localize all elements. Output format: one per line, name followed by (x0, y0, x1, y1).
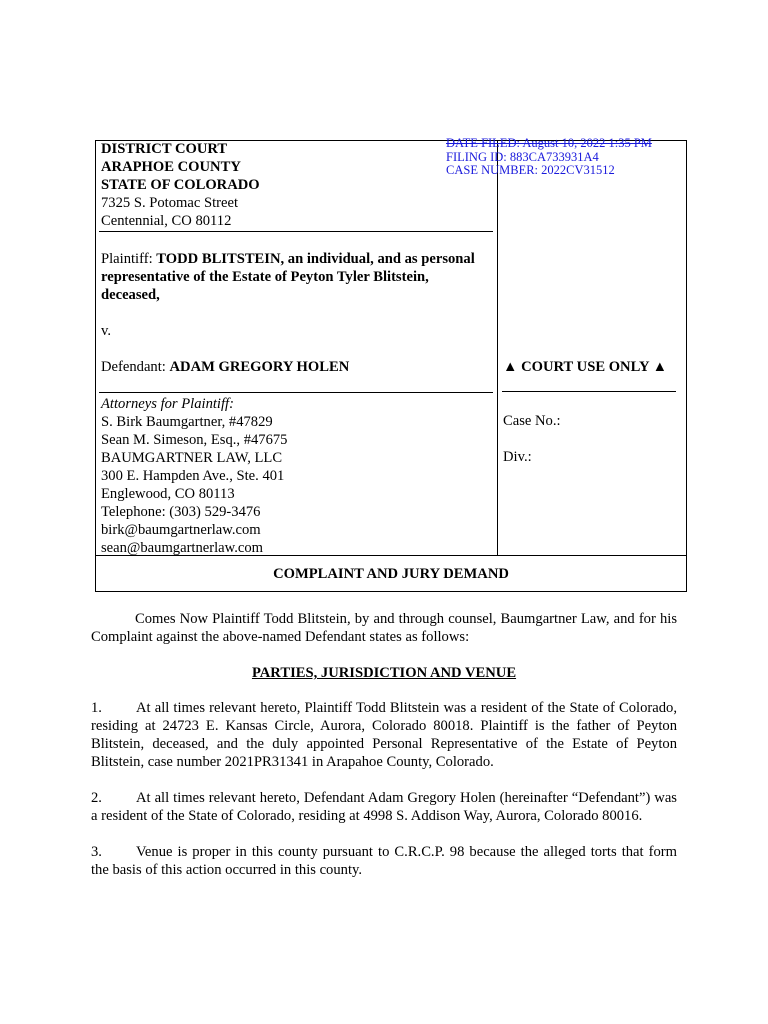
firm-street: 300 E. Hampden Ave., Ste. 401 (101, 468, 285, 484)
stamp-filing-id: FILING ID: 883CA733931A4 (446, 149, 599, 164)
versus: v. (101, 323, 111, 339)
plaintiff-line-2: representative of the Estate of Peyton Tyler Blitstein, (101, 269, 429, 285)
paragraph-3 (91, 843, 677, 879)
caption-border-right (686, 140, 687, 592)
div-label: Div.: (503, 449, 532, 465)
defendant-name: ADAM GREGORY HOLEN (169, 359, 350, 375)
paragraph-number: 1. (91, 700, 102, 716)
paragraph-1 (91, 699, 677, 771)
defendant-label: Defendant: (101, 359, 166, 375)
parties-block-divider (99, 392, 493, 393)
section-heading: PARTIES, JURISDICTION AND VENUE (251, 665, 517, 681)
plaintiff-line-3: deceased, (101, 287, 160, 303)
email-birk[interactable]: birk@baumgartnerlaw.com (101, 522, 261, 538)
case-no-label: Case No.: (503, 413, 561, 429)
document-title: COMPLAINT AND JURY DEMAND (273, 566, 509, 582)
firm-name: BAUMGARTNER LAW, LLC (101, 450, 283, 466)
intro-text: Comes Now Plaintiff Todd Blitstein, by and through counsel, Baumgartner Law, and for his Complaint against the above-named Defendant states as follows: (91, 611, 677, 645)
caption-border-bottom (95, 591, 687, 592)
court-block-divider (99, 231, 493, 232)
defendant-line (101, 358, 475, 376)
court-use-block (503, 358, 667, 466)
caption-border-left (95, 140, 96, 592)
court-name: DISTRICT COURT (101, 141, 228, 157)
parties-block (101, 250, 475, 376)
paragraph-text: At all times relevant hereto, Plaintiff Todd Blitstein was a resident of the State of Colorado, residing at 24723 E. Kansas Circle, Aurora, Colorado 80018. Plaintiff is the father of Peyton Blitstein, deceased, and the duly appointed Personal Representative of the Estate of Peyton Blitstein, case number 2021PR31341 in Arapahoe County, Colorado. (91, 700, 677, 770)
paragraph-number: 3. (91, 844, 102, 860)
court-state: STATE OF COLORADO (101, 177, 260, 193)
plaintiff-label: Plaintiff: (101, 251, 153, 267)
plaintiff-name: TODD BLITSTEIN, an individual, and as personal (156, 251, 475, 267)
stamp-case-number: CASE NUMBER: 2022CV31512 (446, 163, 615, 177)
paragraph-2 (91, 789, 677, 825)
court-block (101, 140, 260, 230)
stamp-date-filed: DATE FILED: August 10, 2022 1:35 PM (446, 136, 652, 150)
caption-column-divider (497, 140, 498, 555)
firm-telephone: Telephone: (303) 529-3476 (101, 504, 261, 520)
paragraph-text: Venue is proper in this county pursuant to C.R.C.P. 98 because the alleged torts that form the basis of this action occurred in this county. (91, 844, 677, 878)
paragraph-number: 2. (91, 790, 102, 806)
firm-city: Englewood, CO 80113 (101, 486, 235, 502)
attorneys-heading: Attorneys for Plaintiff: (101, 396, 234, 412)
court-county: ARAPHOE COUNTY (101, 159, 241, 175)
email-sean[interactable]: sean@baumgartnerlaw.com (101, 540, 264, 556)
attorney-line: S. Birk Baumgartner, #47829 (101, 414, 273, 430)
plaintiff-line-1 (101, 250, 475, 268)
court-city: Centennial, CO 80112 (101, 213, 232, 229)
attorney-line: Sean M. Simeson, Esq., #47675 (101, 432, 288, 448)
court-use-only-label: ▲ COURT USE ONLY ▲ (503, 359, 668, 375)
court-street: 7325 S. Potomac Street (101, 195, 239, 211)
attorneys-block (101, 395, 287, 557)
filing-stamp (446, 137, 652, 178)
intro-paragraph (91, 610, 677, 646)
paragraph-text: At all times relevant hereto, Defendant Adam Gregory Holen (hereinafter “Defendant”) was a resident of the State of Colorado, residing at 4998 S. Addison Way, Aurora, Colorado 80016. (91, 790, 677, 824)
